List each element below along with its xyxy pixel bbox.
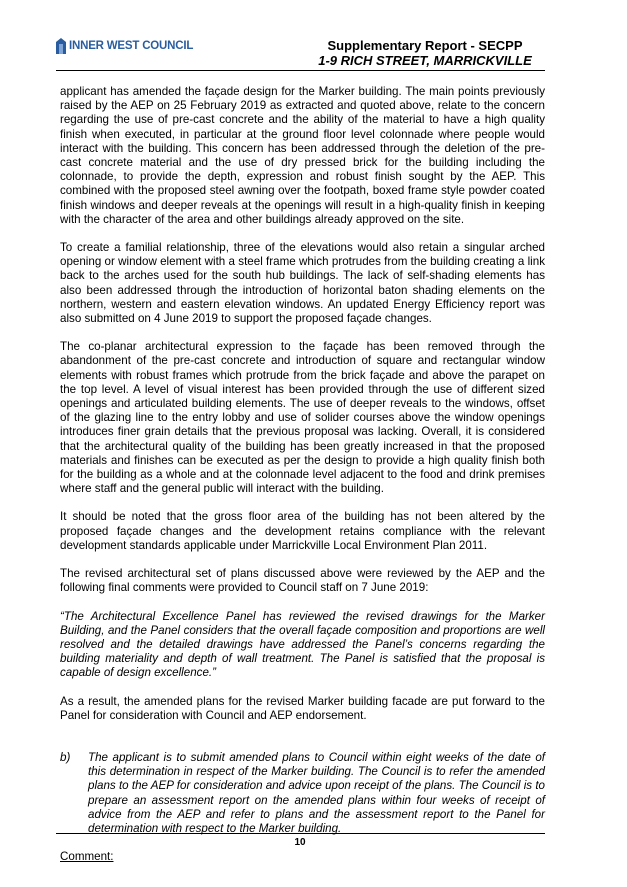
result-paragraph: As a result, the amended plans for the revised Marker building facade are put forward to the Panel for consideration with Council and AEP endorsement. <box>60 694 545 722</box>
paragraph: applicant has amended the façade design for the Marker building. The main points previously raised by the AEP on 25 February 2019 as extracted and quoted above, relate to the concern regarding the use of pre-cast concrete and the ability of the material to have a high quality finish when executed, in particular at the ground floor level colonnade where people would interact with the building. This concern has been addressed through the deletion of the pre-cast concrete material and the use of dry pressed brick for the building including the colonnade, to provide the depth, expression and robust finish sought by the AEP. This combined with the proposed steel awning over the footpath, boxed frame style powder coated finish windows and deeper reveals at the openings will result in a high-quality finish in keeping with the character of the area and other buildings already approved on the site. <box>60 85 545 226</box>
paragraph: The revised architectural set of plans discussed above were reviewed by the AEP and the following final comments were provided to Council staff on 7 June 2019: <box>60 567 545 595</box>
item-text: The applicant is to submit amended plans to Council within eight weeks of the date of this determination in respect of the Marker building. The Council is to refer the amended plans to the AEP for consideration and advice upon receipt of the plans. The Council is to prepare an assessment report on the amended plans within four weeks of receipt of advice from the AEP and refer to plans and the assessment report to the Panel for determination with respect to the Marker building. <box>88 750 545 835</box>
logo-text: INNER WEST COUNCIL <box>69 40 194 52</box>
item-label: b) <box>60 750 71 764</box>
report-header <box>305 38 545 68</box>
paragraph: To create a familial relationship, three of the elevations would also retain a singular arched opening or window element with a steel frame which protrudes from the building creating a link back to the arches used for the south hub buildings. The lack of self-shading elements has also been addressed through the introduction of horizontal baton shading elements on the northern, western and eastern elevation windows. An updated Energy Efficiency report was also submitted on 4 June 2019 to support the proposed façade changes. <box>60 241 545 326</box>
inner-west-council-logo-icon <box>56 38 66 54</box>
report-address: 1-9 RICH STREET, MARRICKVILLE <box>318 53 532 68</box>
aep-quote: “The Architectural Excellence Panel has reviewed the revised drawings for the Marker Building, and the Panel considers that the overall façade composition and proportions are well resolved and the detailed drawings have addressed the Panel’s concerns regarding the building materiality and depth of wall treatment. The Panel is satisfied that the proposal is capable of design excellence.” <box>60 609 545 680</box>
paragraph: The co-planar architectural expression to the façade has been removed through the abandonment of the pre-cast concrete and introduction of square and rectangular window elements with robust frames which protrude from the brick façade and above the parapet on the top level. A level of visual interest has been provided through the use of different sized openings and articulated building elements. The use of deeper reveals to the windows, offset of the glazing line to the entry lobby and use of solider courses above the window openings introduces finer grain details that the previous proposal was lacking. Overall, it is considered that the architectural quality of the building has been greatly increased in that the proposed materials and finishes can be executed as per the design to provide a high quality finish both for the building as a whole and at the colonnade level adjacent to the food and drink premises where staff and the general public will interact with the building. <box>60 340 545 496</box>
report-title: Supplementary Report - SECPP <box>327 38 523 53</box>
header-divider <box>56 70 545 71</box>
condition-item-b <box>60 751 545 836</box>
page-number: 10 <box>294 837 306 848</box>
council-logo <box>56 38 193 54</box>
comment-heading: Comment: <box>60 850 114 864</box>
report-body <box>60 85 545 878</box>
footer-divider <box>56 833 545 834</box>
paragraph: It should be noted that the gross floor area of the building has not been altered by the proposed façade changes and the development retains compliance with the relevant development standards applicable under Marrickville Local Environment Plan 2011. <box>60 510 545 552</box>
